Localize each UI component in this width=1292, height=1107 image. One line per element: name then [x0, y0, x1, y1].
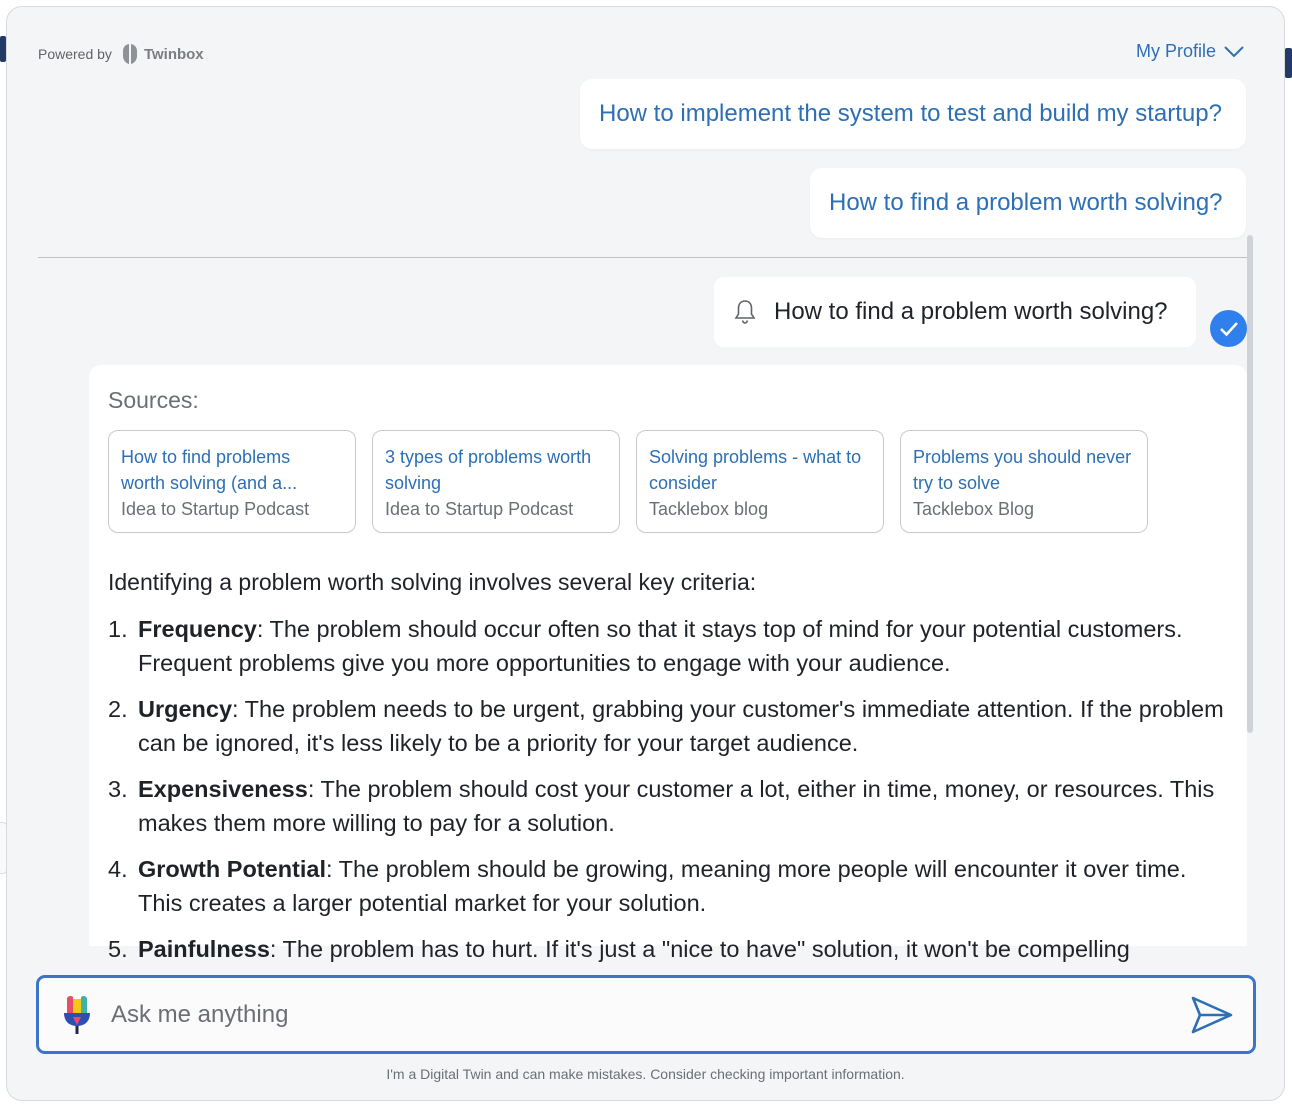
history-question[interactable]: [810, 168, 1246, 238]
list-item: 3. Expensiveness: The problem should cost your customer a lot, either in time, money, or resources. This makes them more willing to pay for a solution.: [108, 776, 1215, 836]
my-profile-label: My Profile: [1135, 41, 1216, 61]
source-publisher: Idea to Startup Podcast: [121, 499, 310, 519]
check-circle-icon: [1210, 310, 1247, 347]
powered-by: [38, 43, 204, 65]
sources-list: [108, 430, 1227, 533]
history-question-text: How to find a problem worth solving?: [829, 189, 1223, 216]
source-title: Solving problems - what to consider: [649, 447, 862, 493]
source-card[interactable]: [108, 430, 356, 533]
source-title: How to find problems worth solving (and a...: [121, 447, 298, 493]
list-item: 5. Painfulness: The problem has to hurt. If it's just a "nice to have" solution, it won't be compelling: [108, 936, 1130, 962]
source-publisher: Tacklebox blog: [649, 499, 769, 519]
my-profile-menu[interactable]: [1136, 41, 1244, 62]
sources-title: Sources:: [108, 387, 199, 413]
answer-panel: [89, 365, 1247, 962]
disclaimer: I'm a Digital Twin and can make mistakes. Consider checking important information.: [386, 1066, 905, 1082]
list-item: 1. Frequency: The problem should occur often so that it stays top of mind for your potential customers. Frequent problems give you more opportunities to engage with your audience.: [108, 616, 1183, 676]
history-question-text: How to implement the system to test and build my startup?: [599, 100, 1222, 127]
chat-input[interactable]: [111, 1001, 1191, 1029]
current-question-text: How to find a problem worth solving?: [774, 298, 1168, 325]
brand-name: Twinbox: [143, 45, 204, 63]
chat-input-box: [36, 975, 1256, 1054]
divider: [38, 257, 1248, 258]
bell-icon: [734, 299, 756, 325]
source-publisher: Idea to Startup Podcast: [385, 499, 574, 519]
source-card[interactable]: [900, 430, 1148, 533]
powered-by-label: Powered by: [38, 46, 112, 62]
source-card[interactable]: [372, 430, 620, 533]
digital-twin-logo-icon: [59, 995, 95, 1035]
source-title: Problems you should never try to solve: [913, 447, 1132, 493]
chat-widget: [6, 6, 1285, 1101]
history-question[interactable]: [580, 79, 1246, 149]
answer-intro: Identifying a problem worth solving involves several key criteria:: [108, 569, 757, 595]
source-card[interactable]: [636, 430, 884, 533]
list-item: 2. Urgency: The problem needs to be urgent, grabbing your customer's immediate attention. If the problem can be ignored, it's less likely to be a priority for your target audience.: [108, 696, 1224, 756]
scrollbar[interactable]: [1247, 235, 1253, 733]
list-item: 4. Growth Potential: The problem should be growing, meaning more people will encounter it over time. This creates a larger potential market for your solution.: [108, 856, 1187, 916]
brand: [120, 43, 204, 65]
send-icon[interactable]: [1191, 996, 1233, 1034]
twinbox-logo-icon: [120, 43, 140, 65]
source-title: 3 types of problems worth solving: [385, 447, 592, 493]
chevron-down-icon: [1224, 46, 1244, 58]
source-publisher: Tacklebox Blog: [913, 499, 1035, 519]
criteria-list: [108, 612, 1227, 966]
current-question: [714, 277, 1196, 347]
background-page-fragment: [1285, 48, 1292, 78]
